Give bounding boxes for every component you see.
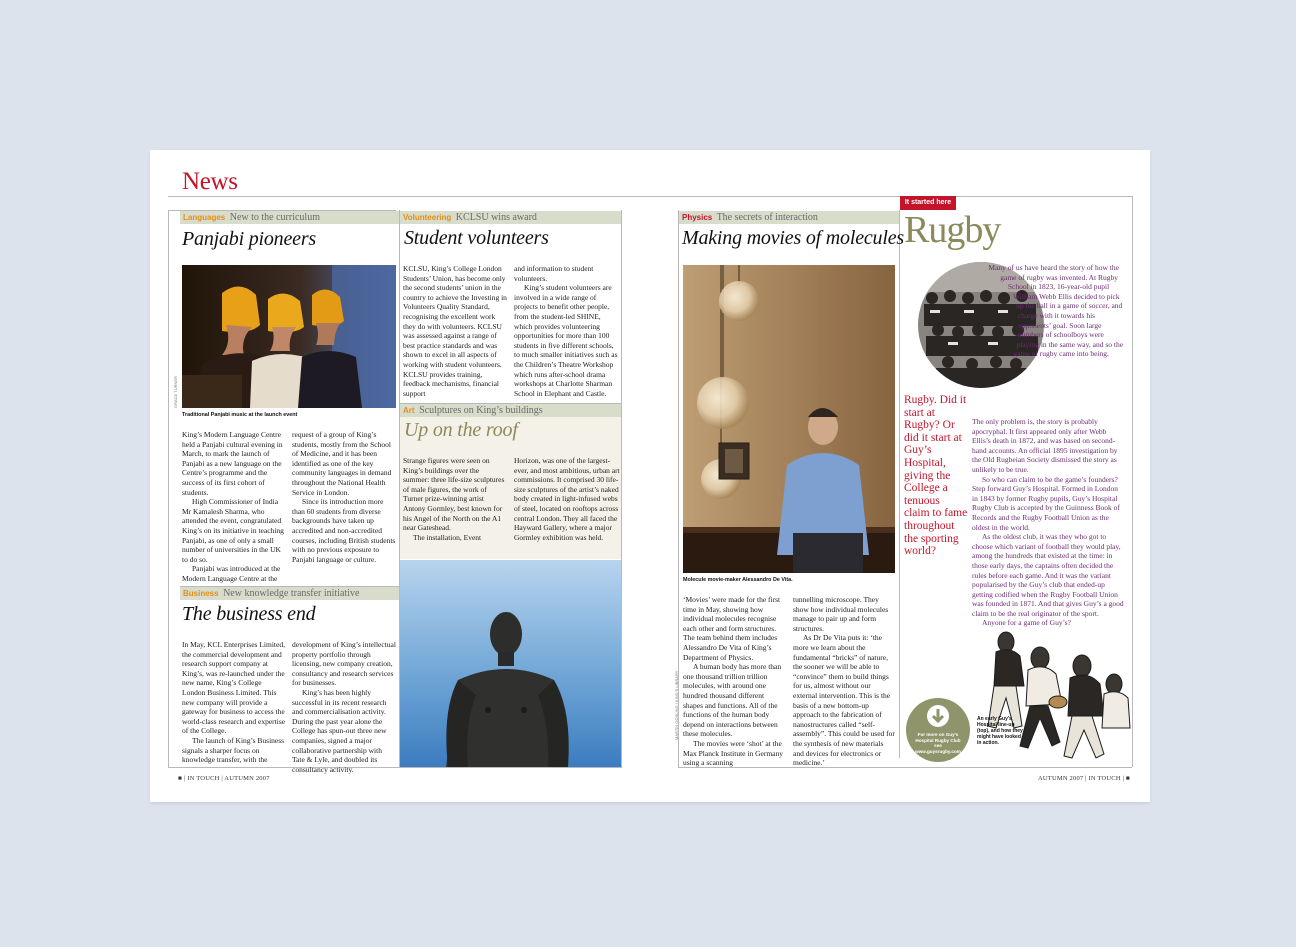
article-column	[403, 264, 507, 398]
paragraph: A human body has more than one thousand trillion trillion molecules, with around one hundred thousand different shapes and functions. All of the functions of the human body depend on interactions between these molecules.	[683, 662, 782, 739]
headline: Up on the roof	[404, 419, 518, 441]
paragraph: The installation, Event	[413, 532, 482, 542]
paragraph: Anyone for a game of Guy’s?	[982, 618, 1071, 628]
article-column	[972, 417, 1124, 628]
headline: Making movies of molecules	[682, 227, 904, 249]
section-bar	[180, 587, 399, 600]
category-label: Physics	[682, 213, 713, 222]
scientist-photo	[683, 265, 895, 573]
gutter-rule	[621, 210, 622, 767]
folio-right: AUTUMN 2007 | IN TOUCH | ■	[1038, 775, 1131, 782]
article-column	[683, 595, 783, 768]
pull-quote: Rugby. Did it start at Rugby? Or did it start at Guy’s Hospital, giving the College a tenuous claim to fame throughout the sporting world?	[904, 394, 968, 558]
kicker: New to the curriculum	[229, 212, 320, 223]
sculpture-photo	[400, 560, 621, 767]
paragraph: As the oldest club, it was they who got to choose which variant of football they would play, among the hundreds that existed at the time: in those early days, the captains often decided the rules before each game. And it was the variant popularised by the Guy’s club that ended-up getting codified when the Rugby Football Union was founded in 1871. And that gives Guy’s a good claim to be the real originator of the sport.	[972, 532, 1124, 618]
illustration-caption: An early Guy’s Hospital line-up (top), and how they might have looked in action.	[977, 716, 1023, 746]
paragraph: High Commissioner of India Mr Kamalesh Sharma, who attended the event, congratulated King’s on its initiative in teaching Panjabi, as one of only a small number of universities in the UK to do so.	[182, 497, 284, 564]
paragraph: request of a group of King’s students, mostly from the School of Medicine, and it has been identified as one of the key community languages in demand throughout the National Health Service in London.	[292, 430, 392, 497]
category-label: Business	[183, 589, 219, 598]
paragraph: King’s has been highly successful in its recent research and commercialisation activity. During the past year alone the College has spun-out three new companies, signed a major collaborative partnership with Tate & Lyle, and doubled its consultancy activity.	[292, 687, 387, 774]
category-label: Volunteering	[403, 213, 452, 222]
column-rule	[899, 210, 900, 758]
photo-credit: MARTIN GOSLING / KING’S LIBRARY	[674, 670, 679, 740]
wrap-text	[972, 263, 1124, 389]
article-column	[514, 264, 620, 398]
rugby-link-text: For more on Guy’s Hospital Rugby Club see www.guysrugby.com	[915, 732, 961, 754]
headline: Panjabi pioneers	[182, 228, 317, 250]
magazine-spread	[150, 150, 1150, 802]
paragraph: ‘Movies’ were made for the first time in May, showing how individual molecules recognise each other and form structures. The team behind them includes Alessandro De Vita of King’s Department of Physics.	[683, 595, 781, 662]
paragraph: As Dr De Vita puts it: ‘the more we learn about the fundamental “bricks” of nature, the sooner we will be able to “convince” them to build things for us, almost without our external intervention. This is the basis of a new bottom-up approach to the fabrication of nanostructures called “self-assembly”. This could be used for the synthesis of new materials and devices for electronics or medicine.’	[793, 633, 895, 768]
feature-title: Rugby	[904, 209, 1001, 251]
photo-caption: Molecule movie-maker Alessandro De Vita.	[683, 577, 793, 583]
panjabi-photo	[182, 265, 396, 408]
paragraph: King’s student volunteers are involved in a wide range of projects to benefit other people, from the student-led SHINE, which provides volunteering opportunities for more than 100 students in five different schools, to much smaller initiatives such as the Children’s Theatre Workshop which runs after-school drama workshops at Charlotte Sharman School in Elephant and Castle.	[514, 283, 618, 398]
paragraph: Horizon, was one of the largest-ever, and most ambitious, urban art commissions. It comprised 30 life-size sculptures of the artist’s naked body created in light-infused webs of steel, located on rooftops across central London. They all faced the Hayward Gallery, where a major Gormley exhibition was held.	[514, 456, 620, 542]
article-column	[403, 456, 507, 542]
kicker: New knowledge transfer initiative	[223, 588, 360, 599]
section-bar	[180, 211, 399, 224]
paragraph: Panjabi was introduced at the Modern Language Centre at the	[182, 564, 281, 583]
paragraph: The movies were ‘shot’ at the Max Planck Institute in Germany using a scanning	[683, 738, 783, 768]
paragraph: Since its introduction more than 60 students from diverse backgrounds have taken up accredited and non-accredited courses, including British students with no previous exposure to Panjabi language or culture.	[292, 497, 396, 564]
section-bar	[400, 404, 621, 417]
headline: Student volunteers	[404, 227, 549, 249]
rugby-link-badge[interactable]	[906, 698, 970, 762]
feature-tag: It started here	[900, 196, 956, 210]
headline: The business end	[182, 603, 316, 625]
paragraph: In May, KCL Enterprises Limited, the commercial development and research support company at King’s, was re-launched under the new name, King’s College London Business Limited. This new company will provide a gateway for business to access the world-class research and expertise of the College.	[182, 640, 286, 736]
paragraph: tunnelling microscope. They show how individual molecules manage to pair up and form structures.	[793, 595, 889, 633]
category-label: Languages	[183, 213, 226, 222]
article-column	[514, 456, 620, 542]
photo-caption: Traditional Panjabi music at the launch event	[182, 412, 298, 418]
paragraph: So who can claim to be the game’s founders? Step forward Guy’s Hospital. Formed in London in 1843 by former Rugby pupils, Guy’s Hospital Rugby Club is accepted by the Guinness Book of Records and the Rugby Football Union as the oldest in the world.	[972, 474, 1120, 532]
article-column	[292, 430, 396, 564]
section-bar	[400, 211, 621, 224]
kicker: The secrets of interaction	[716, 212, 818, 223]
article-column	[182, 640, 286, 765]
paragraph: Strange figures were seen on King’s buildings over the summer: three life-size sculptures of male figures, the work of Turner prize-winning artist Antony Gormley, best known for his Angel of the North on the A1 near Gateshead.	[403, 456, 505, 533]
left-rule	[168, 210, 169, 767]
page-title: News	[182, 168, 238, 195]
article-column	[793, 595, 895, 768]
article-column	[292, 640, 396, 774]
arrow-down-icon	[926, 704, 950, 728]
paragraph: and information to student volunteers.	[514, 264, 594, 283]
paragraph: Many of us have heard the story of how the game of rugby was invented. At Rugby School in 1823, 16-year-old pupil William Webb Ellis decided to pick up the ball in a game of soccer, and charge with it towards his opponents’ goal. Soon large numbers of schoolboys were playing in the same way, and so the game of rugby came into being.	[988, 263, 1124, 359]
paragraph: The only problem is, the story is probably apocryphal. It first appeared only after Webb Ellis’s death in 1872, and was based on second-hand accounts. An official 1895 investigation by the Old Rugbeian Society dismissed the story as unlikely to be true.	[972, 417, 1118, 474]
top-rule	[168, 196, 1132, 197]
paragraph: development of King’s intellectual property portfolio through licensing, new company creation, consultancy and research services for businesses.	[292, 640, 396, 688]
folio-left: ■ | IN TOUCH | AUTUMN 2007	[178, 775, 270, 782]
photo-credit: GRACE TURNER	[173, 376, 178, 408]
paragraph: King’s Modern Language Centre held a Panjabi cultural evening in March, to mark the launch of Panjabi as a new language on the Centre’s programme and the success of its first cohort of students.	[182, 430, 283, 497]
article-column	[182, 430, 284, 584]
paragraph: The launch of King’s Business signals a sharper focus on knowledge transfer, with the	[182, 735, 285, 765]
kicker: Sculptures on King’s buildings	[419, 405, 543, 416]
kicker: KCLSU wins award	[455, 212, 537, 223]
section-bar	[679, 211, 899, 224]
paragraph: KCLSU, King’s College London Students’ Union, has become only the second students’ union in the country to achieve the Investing in Volunteers Quality Standard, recognising the excellent work they do with volunteers. KCLSU was assessed against a range of best practice standards and was shown to excel in all aspects of working with student volunteers. KCLSU provides training, feedback mechanisms, financial support	[403, 264, 507, 398]
right-rule	[1132, 196, 1133, 767]
category-label: Art	[403, 406, 415, 415]
